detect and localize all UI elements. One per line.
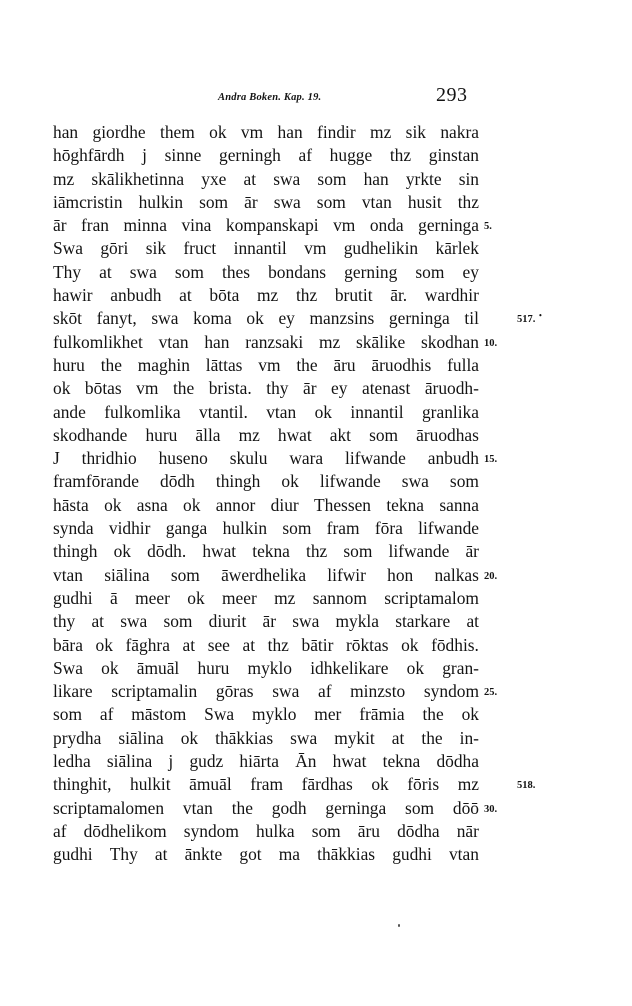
text-line: framfōrande dōdh thingh ok lifwande swa som <box>53 471 479 492</box>
text-line: iāmcristin hulkin som ār swa som vtan husit thz <box>53 191 479 212</box>
margin-number: 10. <box>484 337 498 349</box>
margin-number: 20. <box>484 570 498 582</box>
text-line: likare scriptamalin gōras swa af minzsto syndom <box>53 681 479 702</box>
text-line: huru the maghin lāttas vm the āru āruodhis fulla <box>53 354 479 375</box>
text-line: fulkomlikhet vtan han ranzsaki mz skālike skodhan <box>53 331 479 352</box>
text-line: ledha siālina j gudz hiārta Ān hwat tekna dōdha <box>53 751 479 772</box>
text-line: scriptamalomen vtan the godh gerninga som dōō <box>53 797 479 818</box>
text-line: vtan siālina som āwerdhelika lifwir hon nalkas <box>53 564 479 585</box>
margin-number: 5. <box>484 221 492 233</box>
text-line: som af māstom Swa myklo mer frāmia the ok <box>53 704 479 725</box>
text-line: bāra ok fāghra at see at thz bātir rōktas ok fōdhis. <box>53 634 479 655</box>
text-line: skōt fanyt, swa koma ok ey manzsins gerninga til <box>53 308 479 329</box>
text-line: thingh ok dōdh. hwat tekna thz som lifwande ār <box>53 541 479 562</box>
page-number: 293 <box>436 84 468 106</box>
page-speck <box>398 924 400 927</box>
text-line: prydha siālina ok thākkias swa mykit at the in- <box>53 727 479 748</box>
text-line: Thy at swa som thes bondans gerning som ey <box>53 261 479 282</box>
text-line: mz skālikhetinna yxe at swa som han yrkte sin <box>53 168 479 189</box>
margin-number: 25. <box>484 687 498 699</box>
text-line: hōghfārdh j sinne gerningh af hugge thz ginstan <box>53 145 479 166</box>
text-line: han giordhe them ok vm han findir mz sik nakra <box>53 122 479 142</box>
margin-number: 517. <box>517 314 536 326</box>
text-body <box>53 121 479 867</box>
text-line: J thridhio huseno skulu wara lifwande anbudh <box>53 448 479 469</box>
text-line: thy at swa som diurit ār swa mykla starkare at <box>53 611 479 632</box>
text-line: af dōdhelikom syndom hulka som āru dōdha nār <box>53 820 479 841</box>
text-line: Swa ok āmuāl huru myklo idhkelikare ok gran- <box>53 657 479 678</box>
text-line: gudhi ā meer ok meer mz sannom scriptamalom <box>53 587 479 608</box>
text-line: ār fran minna vina kompanskapi vm onda gerninga <box>53 215 479 236</box>
text-line: Swa gōri sik fruct innantil vm gudhelikin kārlek <box>53 238 479 259</box>
text-line: skodhande huru ālla mz hwat akt som āruodhas <box>53 424 479 445</box>
text-line: ok bōtas vm the brista. thy ār ey atenast āruodh- <box>53 378 479 399</box>
text-line: ande fulkomlika vtantil. vtan ok innantil granlika <box>53 401 479 422</box>
running-title: Andra Boken. Kap. 19. <box>218 92 322 103</box>
margin-number: 30. <box>484 803 498 815</box>
text-line: synda vidhir ganga hulkin som fram fōra lifwande <box>53 518 479 539</box>
margin-number: 15. <box>484 454 498 466</box>
text-line: thinghit, hulkit āmuāl fram fārdhas ok fōris mz <box>53 774 479 795</box>
text-line: gudhi Thy at ānkte got ma thākkias gudhi vtan <box>53 844 479 865</box>
margin-number: 518. <box>517 780 536 792</box>
margin-mark: • <box>539 311 542 320</box>
text-line: hāsta ok asna ok annor diur Thessen tekna sanna <box>53 494 479 515</box>
text-line: hawir anbudh at bōta mz thz brutit ār. wardhir <box>53 285 479 306</box>
